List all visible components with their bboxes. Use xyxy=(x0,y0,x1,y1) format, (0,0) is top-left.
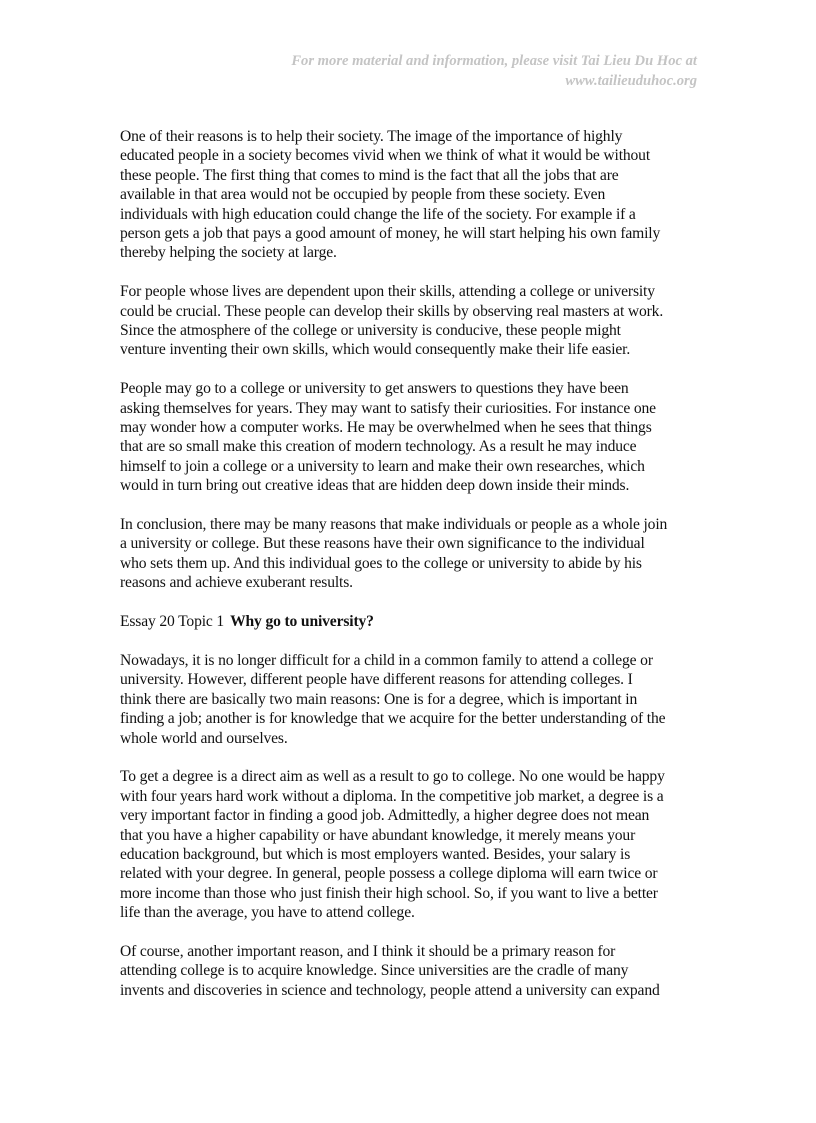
text-line: more income than those who just finish their high school. So, if you want to live a better xyxy=(120,884,658,902)
essay-heading xyxy=(120,612,700,631)
document-body xyxy=(120,127,700,1020)
text-line: In conclusion, there may be many reasons that make individuals or people as a whole join xyxy=(120,516,668,534)
text-line: educated people in a society becomes vivid when we think of what it would be without xyxy=(120,147,651,165)
text-line: himself to join a college or a university to learn and make their own researches, which xyxy=(120,457,645,475)
text-line: these people. The first thing that comes to mind is the fact that all the jobs that are xyxy=(120,166,619,184)
text-line: would in turn bring out creative ideas that are hidden deep down inside their minds. xyxy=(120,477,630,495)
paragraph xyxy=(120,515,700,593)
text-line: a university or college. But these reasons have their own significance to the individual xyxy=(120,535,645,553)
paragraph xyxy=(120,651,700,748)
text-line: individuals with high education could change the life of the society. For example if a xyxy=(120,205,636,223)
text-line: One of their reasons is to help their society. The image of the importance of highly xyxy=(120,128,623,145)
text-line: venture inventing their own skills, which would consequently make their life easier. xyxy=(120,341,631,359)
header-line-1: For more material and information, please visit Tai Lieu Du Hoc at xyxy=(291,53,697,69)
text-line: invents and discoveries in science and technology, people attend a university can expand xyxy=(120,981,660,999)
text-line: with four years hard work without a diploma. In the competitive job market, a degree is a xyxy=(120,787,664,805)
essay-continuation xyxy=(120,127,700,593)
text-line: finding a job; another is for knowledge that we acquire for the better understanding of the xyxy=(120,710,666,728)
text-line: education background, but which is most employers wanted. Besides, your salary is xyxy=(120,845,631,863)
text-line: person gets a job that pays a good amount of money, he will start helping his own family xyxy=(120,225,661,243)
text-line: whole world and ourselves. xyxy=(120,729,288,747)
paragraph xyxy=(120,379,700,495)
text-line: that are so small make this creation of modern technology. As a result he may induce xyxy=(120,438,637,456)
text-line: that you have a higher capability or have abundant knowledge, it merely means your xyxy=(120,826,636,844)
paragraph xyxy=(120,282,700,360)
essay-label: Essay 20 Topic 1 xyxy=(120,613,225,631)
text-line: attending college is to acquire knowledge. Since universities are the cradle of many xyxy=(120,962,629,980)
text-line: To get a degree is a direct aim as well as a result to go to college. No one would be happy xyxy=(120,768,665,786)
essay-title: Why go to university? xyxy=(230,613,374,631)
text-line: related with your degree. In general, people possess a college diploma will earn twice or xyxy=(120,865,658,883)
text-line: For people whose lives are dependent upon their skills, attending a college or university xyxy=(120,283,655,301)
text-line: very important factor in finding a good job. Admittedly, a higher degree does not mean xyxy=(120,807,650,825)
text-line: thereby helping the society at large. xyxy=(120,244,337,262)
text-line: think there are basically two main reasons: One is for a degree, which is important in xyxy=(120,690,638,708)
text-line: reasons and achieve exuberant results. xyxy=(120,574,353,592)
text-line: life than the average, you have to attend college. xyxy=(120,904,415,922)
paragraph xyxy=(120,942,700,1000)
text-line: could be crucial. These people can develop their skills by observing real masters at work. xyxy=(120,302,664,320)
paragraph xyxy=(120,767,700,922)
text-line: available in that area would not be occupied by people from these society. Even xyxy=(120,186,606,204)
text-line: asking themselves for years. They may want to satisfy their curiosities. For instance one xyxy=(120,399,656,417)
text-line: Nowadays, it is no longer difficult for a child in a common family to attend a college or xyxy=(120,651,653,669)
text-line: Since the atmosphere of the college or university is conducive, these people might xyxy=(120,322,621,340)
page-header xyxy=(177,51,697,91)
essay-20-body xyxy=(120,651,700,1000)
paragraph xyxy=(120,127,700,263)
text-line: who sets them up. And this individual goes to the college or university to abide by his xyxy=(120,554,642,572)
text-line: university. However, different people have different reasons for attending colleges. I xyxy=(120,671,633,689)
header-link[interactable]: www.tailieuduhoc.org xyxy=(565,73,697,89)
text-line: Of course, another important reason, and I think it should be a primary reason for xyxy=(120,942,616,960)
text-line: People may go to a college or university to get answers to questions they have been xyxy=(120,380,629,398)
text-line: may wonder how a computer works. He may be overwhelmed when he sees that things xyxy=(120,419,652,437)
